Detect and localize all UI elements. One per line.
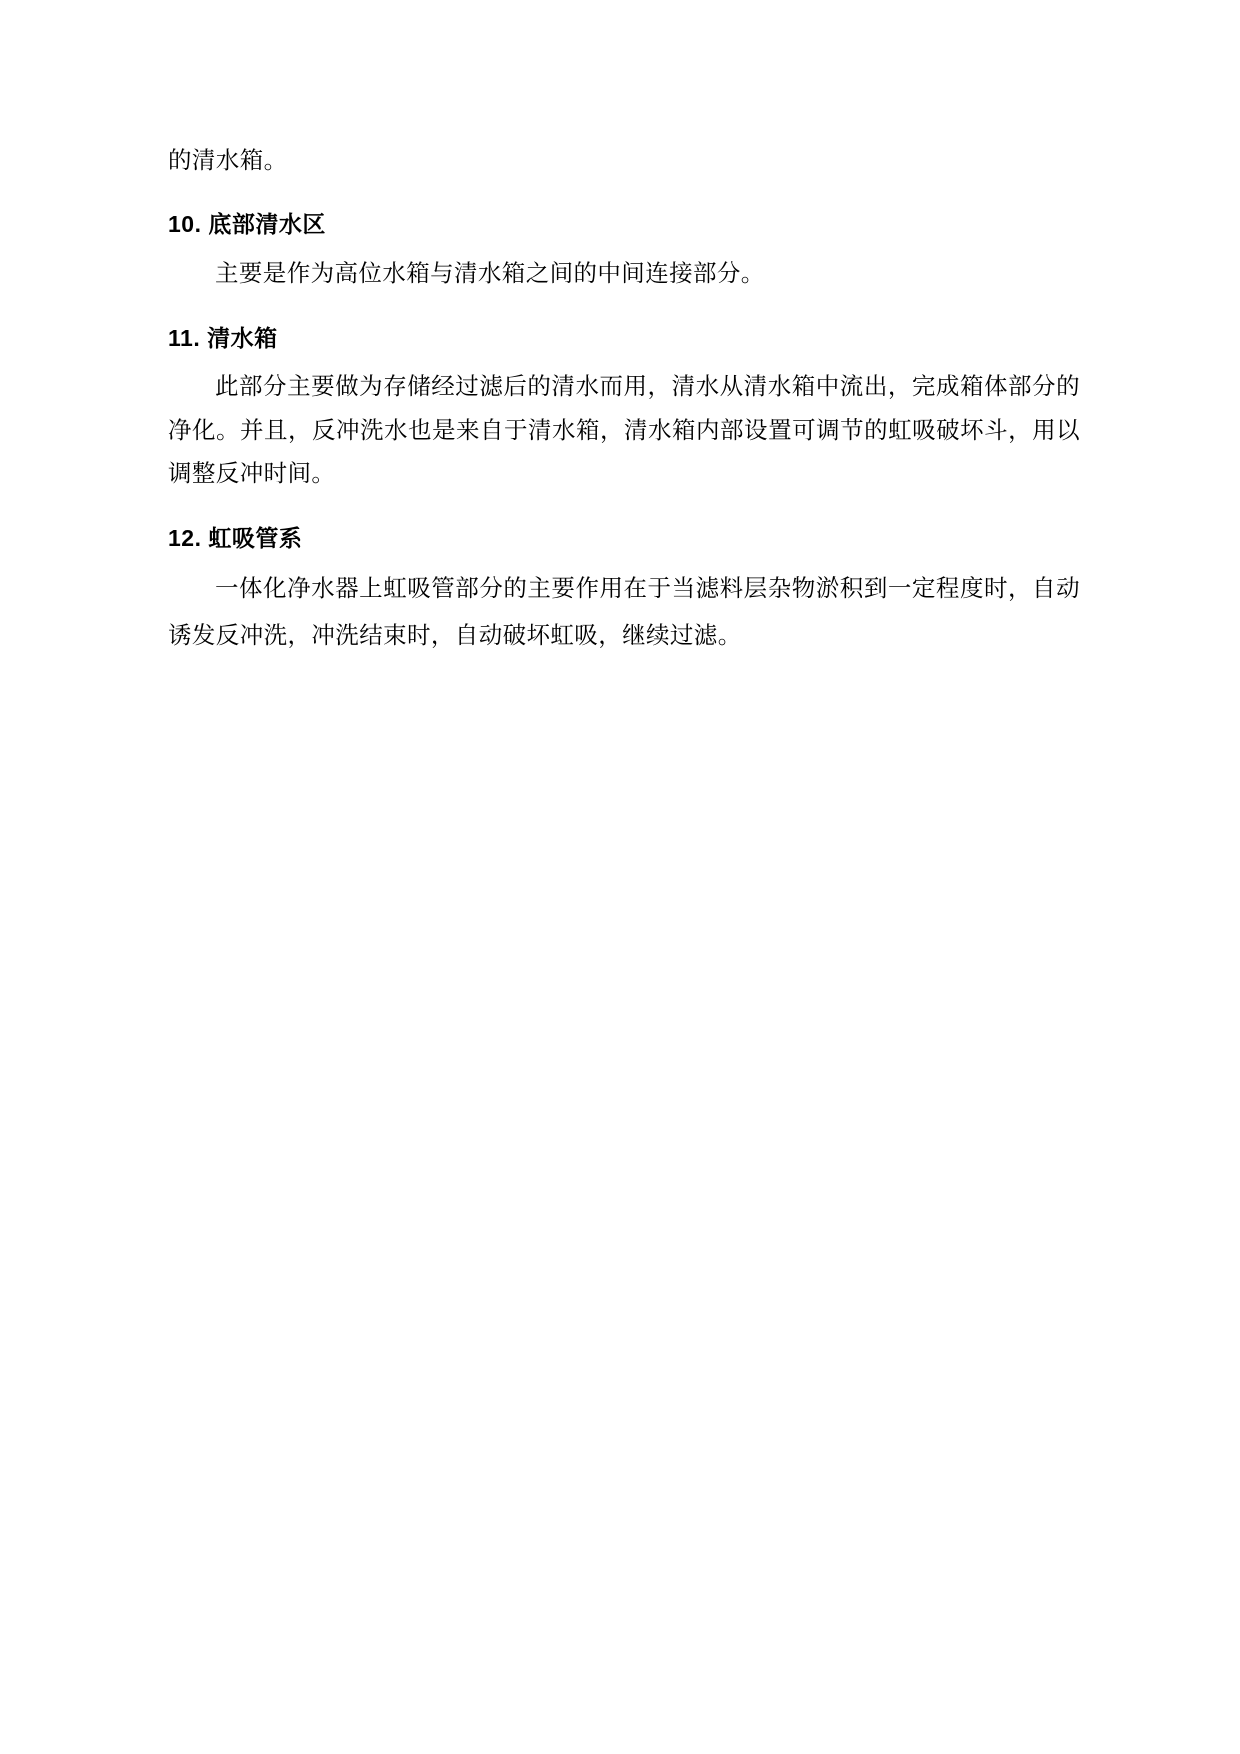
paragraph-11-body: 此部分主要做为存储经过滤后的清水而用，清水从清水箱中流出，完成箱体部分的净化。并且，反冲洗水也是来自于清水箱，清水箱内部设置可调节的虹吸破坏斗，用以调整反冲时间。 xyxy=(168,374,1080,488)
spacer xyxy=(168,299,1080,305)
spacer xyxy=(168,499,1080,505)
heading-10: 10. 底部清水区 xyxy=(168,211,326,238)
paragraph-12-body: 一体化净水器上虹吸管部分的主要作用在于当滤料层杂物淤积到一定程度时，自动诱发反冲洗，冲洗结束时，自动破坏虹吸，继续过滤。 xyxy=(168,576,1080,650)
heading-11: 11. 清水箱 xyxy=(168,324,278,351)
paragraph-10-body: 主要是作为高位水箱与清水箱之间的中间连接部分。 xyxy=(215,261,765,288)
paragraph-continued-top: 的清水箱。 xyxy=(168,148,288,174)
spacer xyxy=(168,185,1080,191)
heading-12: 12. 虹吸管系 xyxy=(168,524,303,551)
